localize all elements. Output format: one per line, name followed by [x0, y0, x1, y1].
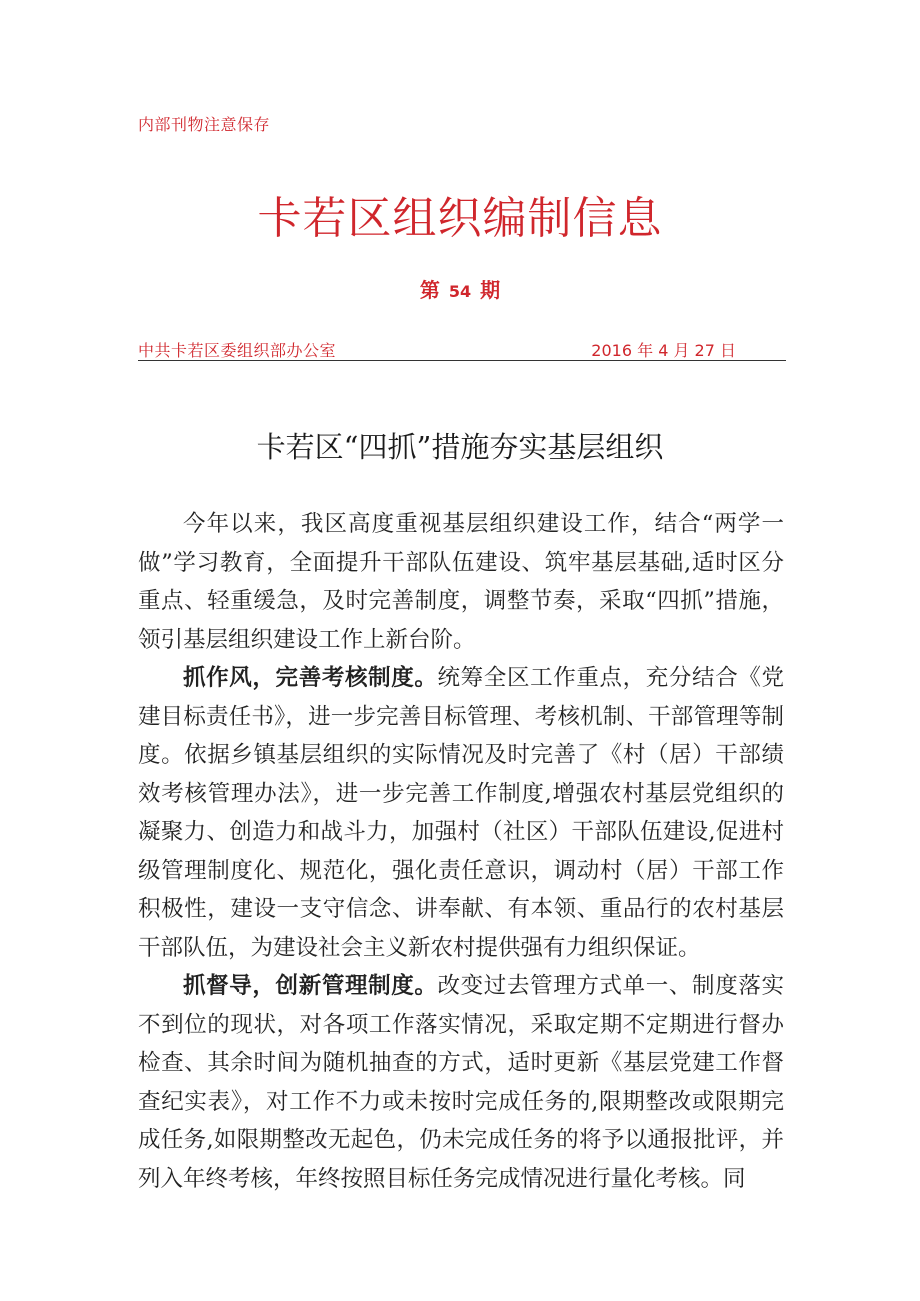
publisher-name: 中共卡若区委组织部办公室 — [138, 341, 337, 360]
section-paragraph-1 — [138, 659, 784, 967]
publish-date: 2016 年 4 月 27 日 — [591, 341, 736, 360]
publication-title: 卡若区组织编制信息 — [257, 193, 663, 244]
section-2-text: 改变过去管理方式单一、制度落实不到位的现状，对各项工作落实情况，采取定期不定期进行督办检查、其余时间为随机抽查的方式，适时更新《基层党建工作督查纪实表》，对工作不力或未按时完成任务的,限期整改或限期完成任务,如限期整改无起色，仍未完成任务的将予以通报批评，并列入年终考核，年终按照目标任务完成情况进行量化考核。同 — [138, 973, 784, 1192]
article-title: 卡若区“四抓”措施夯实基层组织 — [256, 430, 664, 464]
issue-number-value: 54 — [448, 282, 472, 301]
internal-notice: 内部刊物注意保存 — [138, 115, 271, 134]
issue-suffix: 期 — [480, 278, 501, 302]
intro-paragraph: 今年以来，我区高度重视基层组织建设工作，结合“两学一做”学习教育，全面提升干部队伍建设、筑牢基层基础,适时区分重点、轻重缓急，及时完善制度，调整节奏，采取“四抓”措施，领引基层组织建设工作上新台阶。 — [138, 511, 784, 653]
issue-prefix: 第 — [419, 278, 440, 302]
section-1-text: 统筹全区工作重点，充分结合《党建目标责任书》，进一步完善目标管理、考核机制、干部管理等制度。依据乡镇基层组织的实际情况及时完善了《村（居）干部绩效考核管理办法》，进一步完善工作制度,增强农村基层党组织的凝聚力、创造力和战斗力，加强村（社区）干部队伍建设,促进村级管理制度化、规范化，强化责任意识，调动村（居）干部工作积极性，建设一支守信念、讲奉献、有本领、重品行的农村基层干部队伍，为建设社会主义新农村提供强有力组织保证。 — [138, 665, 784, 961]
issue-number — [0, 274, 920, 303]
section-2-heading: 抓督导，创新管理制度。 — [183, 973, 438, 999]
article-body — [138, 505, 784, 1198]
publisher-row — [138, 338, 784, 358]
header-divider — [138, 360, 786, 361]
section-1-heading: 抓作风，完善考核制度。 — [183, 665, 438, 691]
section-paragraph-2 — [138, 967, 784, 1198]
